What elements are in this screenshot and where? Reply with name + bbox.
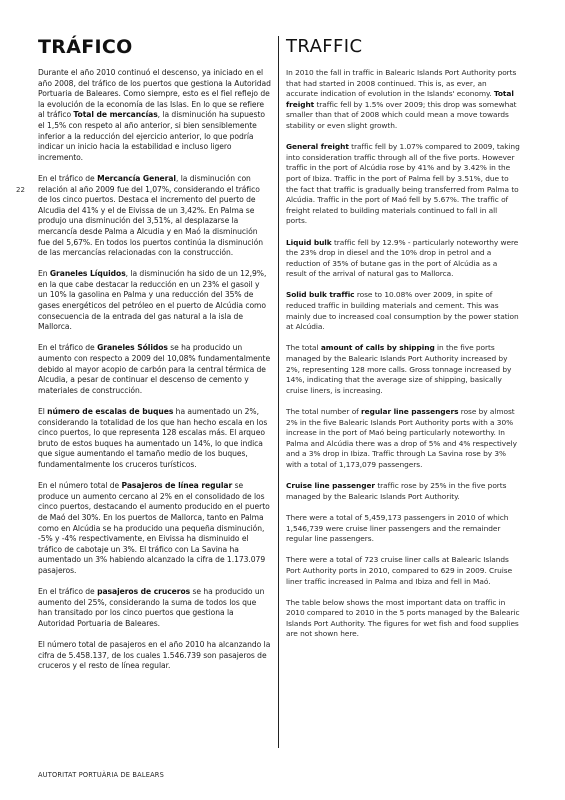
bold-term: Pasajeros de línea regular	[121, 481, 233, 491]
english-paragraph-cruise-passengers	[286, 481, 520, 502]
bold-term: Graneles Sólidos	[97, 343, 168, 353]
bold-term: Graneles Líquidos	[49, 269, 126, 279]
text-run: se ha producido un aumento del 25%, considerando la suma de todos los que han transitado por los cinco puertos que gestiona la Autoridad Portuaria de Baleares.	[38, 587, 265, 628]
english-paragraph-table-note: The table below shows the most important data on traffic in 2010 compared to 2010 in the 5 ports managed by the Balearic Islands Port Authority. The figures for wet fish and food supplies are not shown here.	[286, 597, 520, 639]
spanish-paragraph-total-passengers: El número total de pasajeros en el año 2010 ha alcanzando la cifra de 5.458.137, de los cuales 1.546.739 son pasajeros de cruceros y el resto de línea regular.	[38, 640, 271, 671]
bold-term: pasajeros de cruceros	[97, 587, 191, 597]
text-run: , la disminución con relación al año 2009 fue del 1,07%, considerando el tráfico de los cinco puertos. Destaca el incremento del puerto de Alcudia del 41% y el de Eivissa de un 3,42%. En Palma se produjo una disminución del 3,51%, al desplazarse la mercancía desde Palma a Alcudia y en Maó la disminución fue del 5,67%. En todos los puertos continúa la disminución de las mercancías relacionadas con la construcción.	[38, 173, 263, 258]
english-column	[286, 36, 520, 651]
text-run: En el tráfico de	[38, 173, 98, 183]
spanish-paragraph-liquid-bulk	[38, 269, 271, 333]
text-run: , la disminución ha supuesto el 1,5% con respeto al año anterior, si bien sensiblemente inferior a la reducción del ejercicio anterior, lo que podría indicar un inicio hacia la estabilidad e incluso ligero incremento.	[38, 110, 265, 162]
spanish-paragraph-solid-bulk	[38, 343, 271, 396]
text-run: traffic fell by 1.5% over 2009; this drop was somewhat smaller than that of 2008 which could mean a move towards stability or even slight growth.	[286, 99, 517, 130]
english-paragraph-cruise-calls: There were a total of 723 cruise liner calls at Balearic Islands Port Authority ports in 2010, compared to 629 in 2009. Cruise liner traffic increased in Palma and Ibiza and fell in Maó.	[286, 555, 513, 586]
english-paragraph-regular-passengers	[286, 407, 520, 471]
text-run: En	[38, 269, 50, 279]
spanish-column	[38, 36, 271, 682]
text-run: En el tráfico de	[38, 587, 98, 597]
bold-term: regular line passengers	[361, 407, 459, 416]
spanish-paragraph-ship-calls	[38, 407, 271, 471]
bold-term: amount of calls by shipping	[320, 343, 435, 353]
bold-term: General freight	[286, 142, 349, 152]
bold-term: Total freight	[286, 89, 514, 109]
text-run: traffic rose by 25% in the five ports managed by the Balearic Islands Port Authority.	[286, 481, 507, 501]
bold-term: Cruise line passenger	[286, 481, 376, 491]
english-paragraph-intro	[286, 68, 520, 132]
spanish-title: TRÁFICO	[38, 36, 133, 58]
english-paragraph-total-passengers: There were a total of 5,459,173 passengers in 2010 of which 1,546,739 were cruise liner passengers and the remainder regular line passengers.	[286, 512, 509, 544]
bold-term: Solid bulk traffic	[286, 290, 355, 300]
english-title: TRAFFIC	[286, 36, 363, 57]
spanish-paragraph-intro	[38, 68, 271, 163]
text-run: rose by almost 2% in the five Balearic Islands Port Authority ports with a 30% increase in the port of Maó being particularly noteworthy. In Palma and Alcúdia there was a drop of 5% and 4% respectively and a 3% drop in Ibiza. Traffic through La Savina rose by 3% with a total of 1,173,079 passengers.	[286, 407, 517, 469]
text-run: The total number of	[286, 407, 362, 416]
english-paragraph-ship-calls	[286, 343, 520, 396]
text-run: The total	[286, 343, 321, 353]
english-paragraph-general-freight	[286, 142, 520, 227]
text-run: traffic fell by 12.9% - particularly noteworthy were the 23% drop in diesel and the 10% drop in petrol and a reduction of 35% of butane gas in the port of Alcúdia as a result of the arrival of natural gas to Mallorca.	[286, 237, 519, 279]
bold-term: Liquid bulk	[286, 237, 332, 247]
text-run: ha aumentado un 2%, considerando la totalidad de los que han hecho escala en los cinco puertos, lo que representa 128 escalas más. El arqueo bruto de estos buques ha aumentado un 14%, lo que indica que sigue aumentando el tamaño medio de los buques, fundamentalmente los cruceros turísticos.	[38, 407, 268, 469]
footer-publisher: AUTORITAT PORTUÀRIA DE BALEARS	[38, 771, 164, 779]
bold-term: Mercancía General	[97, 173, 176, 183]
text-run: , la disminución ha sido de un 12,9%, en la que cabe destacar la reducción en un 23% el gasoil y un 10% la gasolina en Palma y una reducción del 35% de gases energéticos del petróleo en el puerto de Alcúdia como consecuencia de la entrada del gas natural a la isla de Mallorca.	[38, 269, 267, 332]
text-run: se ha producido un aumento con respecto a 2009 del 10,08% fundamentalmente debido al mayor acopio de carbón para la central térmica de Alcudia, a pesar de continuar el descenso de cemento y materiales de construcción.	[38, 343, 271, 395]
english-paragraph-solid-bulk	[286, 290, 520, 332]
text-run: rose to 10.08% over 2009, in spite of reduced traffic in building materials and cement. This was mainly due to increased coal consumption by the power station at Alcúdia.	[286, 290, 519, 332]
text-run: traffic fell by 1.07% compared to 2009, taking into consideration traffic through all of the five ports. However traffic in the port of Alcúdia rose by 41% and by 3.42% in the port of Ibiza. Traffic in the port of Palma fell by 3.51%, due to the fact that traffic is gradually being transferred from Palma to Alcúdia. Traffic in the port of Maó fell by 5.67%. The traffic of freight related to building materials continued to fall in all ports.	[286, 142, 520, 226]
spanish-paragraph-cruise-passengers	[38, 587, 271, 629]
page-number: 22	[16, 186, 25, 194]
text-run: se produce un aumento cercano al 2% en el consolidado de los cinco puertos, destacando el aumento producido en el puerto de Maó del 30%. En los puertos de Mallorca, tanto en Palma como en Alcúdia se ha producido una pequeña disminución, -5% y -4% respectivamente, en Eivissa ha disminuido el tráfico de cabotaje un 3%. El tráfico con La Savina ha aumentado un 3% habiendo alcanzado la cifra de 1.173.079 pasajeros.	[38, 481, 270, 575]
text-run: En el número total de	[38, 481, 122, 491]
column-divider	[278, 36, 279, 748]
bold-term: Total de mercancías	[73, 110, 158, 120]
text-run: In 2010 the fall in traffic in Balearic Islands Port Authority ports that had started in 2008 continued. This is, as ever, an accurate indication of evolution in the Islands' economy.	[286, 68, 517, 99]
english-paragraph-liquid-bulk	[286, 238, 520, 280]
spanish-paragraph-regular-passengers	[38, 481, 271, 576]
text-run: in the five ports managed by the Balearic Islands Port Authority increased by 2%, representing 128 more calls. Gross tonnage increased by 14%, indicating that the average size of shipping, basically cruise liners, is increasing.	[286, 343, 512, 395]
bold-term: número de escalas de buques	[47, 407, 174, 416]
text-run: En el tráfico de	[38, 343, 98, 353]
text-run: Durante el año 2010 continuó el descenso, ya iniciado en el año 2008, del tráfico de los puertos que gestiona la Autoridad Portuaria de Baleares. Como siempre, esto es el fiel reflejo de la evolución de la economía de las Islas. En lo que se refiere al tráfico	[38, 68, 271, 120]
spanish-paragraph-general-freight	[38, 174, 271, 259]
text-run: El	[38, 407, 48, 416]
